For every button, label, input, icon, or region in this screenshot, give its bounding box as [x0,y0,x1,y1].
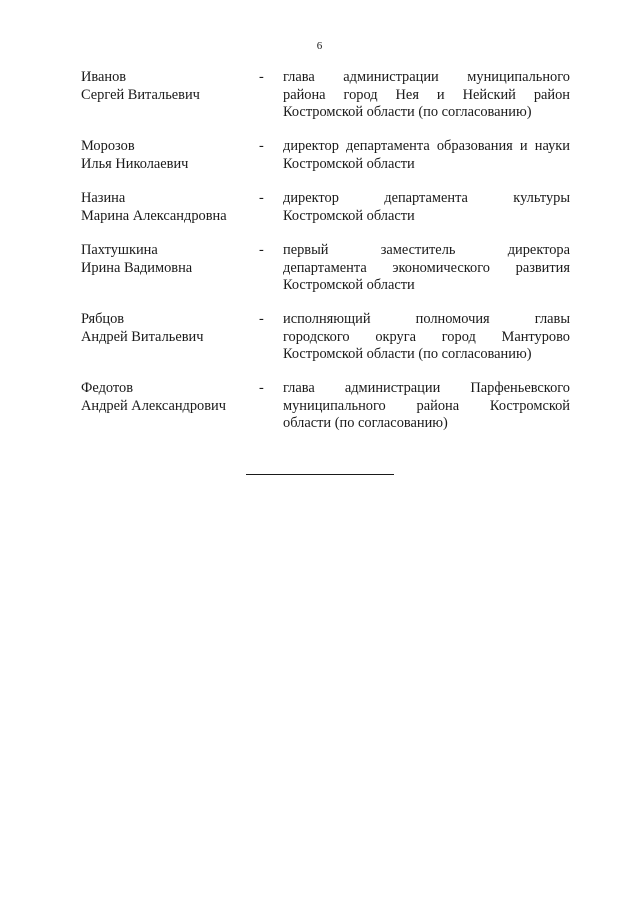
position-line: области (по согласованию) [283,415,448,431]
member-given-name: Сергей Витальевич [81,86,200,103]
member-surname: Назина [81,190,126,206]
dash-separator: - [259,242,264,258]
position-line: муниципального района Костромской [283,397,570,414]
member-name [81,242,251,277]
member-name [81,69,251,104]
member-surname: Рябцов [81,311,125,327]
position-line: Костромской области (по согласованию) [283,346,532,362]
member-position [283,190,570,225]
dash-separator: - [259,311,264,327]
member-given-name: Илья Николаевич [81,155,189,172]
page-number: 6 [316,40,323,52]
position-line: городского округа город Мантурово [283,328,570,345]
position-line: департамента экономического развития [283,259,570,276]
position-line: первый заместитель директора [283,242,570,258]
member-surname: Пахтушкина [81,242,158,258]
dash-separator: - [259,190,264,206]
position-line: директор департамента культуры [283,190,570,206]
member-position [283,69,570,122]
member-given-name: Марина Александровна [81,207,227,224]
member-surname: Морозов [81,138,135,154]
dash-separator: - [259,138,264,154]
member-name [81,190,251,225]
position-line: исполняющий полномочия главы [283,311,570,327]
position-line: района город Нея и Нейский район [283,86,570,103]
member-given-name: Андрей Александрович [81,397,226,414]
member-position [283,242,570,295]
position-line: Костромской области (по согласованию) [283,104,532,120]
position-line: глава администрации муниципального [283,69,570,85]
closing-rule-divider [246,474,394,475]
member-given-name: Андрей Витальевич [81,328,204,345]
position-line: Костромской области [283,277,415,293]
dash-separator: - [259,380,264,396]
member-surname: Иванов [81,69,127,85]
dash-separator: - [259,69,264,85]
member-name [81,380,251,415]
member-surname: Федотов [81,380,133,396]
position-line: Костромской области [283,155,415,172]
position-line: Костромской области [283,207,415,224]
member-given-name: Ирина Вадимовна [81,259,193,276]
member-name [81,138,251,173]
member-position [283,311,570,364]
position-line: директор департамента образования и науки [283,138,570,154]
position-line: глава администрации Парфеньевского [283,380,570,396]
member-position [283,138,570,173]
member-name [81,311,251,346]
member-position [283,380,570,433]
